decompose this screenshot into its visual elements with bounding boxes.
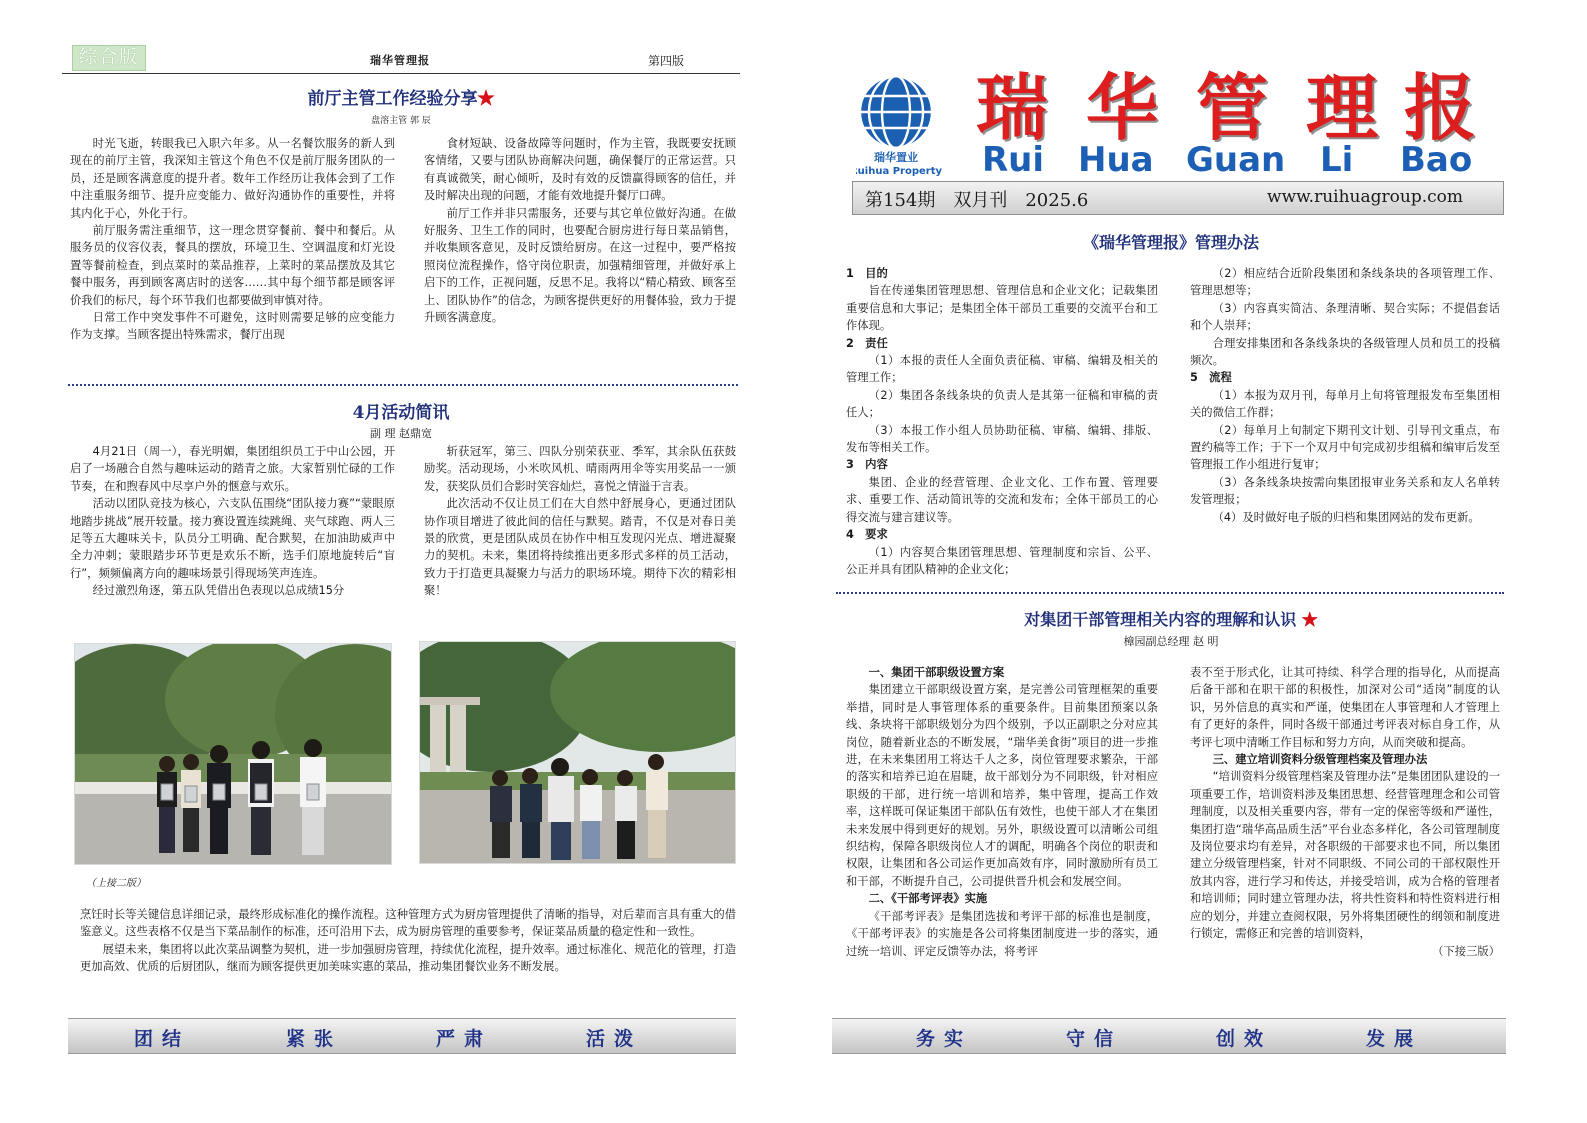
section-heading: 三、建立培训资料分级管理档案及管理办法 [1212, 753, 1428, 767]
masthead-pinyin: Bao [1400, 140, 1473, 180]
paragraph: 集团、企业的经营管理、企业文化、工作布置、管理要求、重要工作、活动简讯等的交流和发布；全体干部员工的心得交流与建言建议等。 [846, 475, 1158, 524]
article-byline: 盘溶主管 郭 辰 [371, 116, 431, 126]
paragraph: 前厅服务需注重细节，这一理念贯穿餐前、餐中和餐后。从服务员的仪容仪表，餐具的摆放，环境卫生、空调温度和灯光设置等餐前检查，到点菜时的菜品推荐，上菜时的菜品摆放及其它餐中服务，再到顾客离店时的送客……其中每个细节都是顾客评价我们的标尺，每个环节我们也都要做到审慎对待。 [70, 224, 395, 307]
masthead-char: 华 [1086, 65, 1159, 150]
globe-logo-icon [856, 72, 944, 178]
paragraph: “培训资料分级管理档案及管理办法”是集团团队建设的一项重要工作，培训资料涉及集团思想、经营管理理念和公司管理制度，以及相关重要内容，带有一定的保密等级和严谨性，集团打造“瑞华高品质生活”平台业态多样化，各公司管理制度及岗位要求均有差异，对各职级的干部要求也不同，所以集团建立分级管理档案，针对不同职级、不同公司的干部权限性开放其内容，进行学习和传达，并接受培训，成为合格的管理者和培训师；同时建立管理办法，将共性资料和特性资料进行相应的划分，并建立查阅权限，另外将集团硬性的纲领和制度进行锁定，需修正和完善的培训资料， [1190, 770, 1500, 941]
paragraph: 《干部考评表》是集团选拔和考评干部的标准也是制度，《干部考评表》的实施是各公司将集团制度进一步的落实，通过统一培训、评定反馈等办法，将考评 [846, 909, 1158, 958]
section-heading: 3 内容 [846, 458, 888, 472]
paragraph: （3）内容真实简洁、条理清晰、契合实际；不提倡套话和个人崇拜； [1190, 301, 1500, 333]
article-byline: 副 理 赵鼎宽 [370, 427, 432, 440]
section-heading: 一、集团干部职级设置方案 [868, 666, 1005, 679]
paragraph: （1）本报的责任人全面负责征稿、审稿、编辑及相关的管理工作； [846, 354, 1158, 385]
article-column-1 [70, 135, 395, 377]
paragraph: 此次活动不仅让员工们在大自然中舒展身心，更通过团队协作项目增进了彼此间的信任与默契。踏青，不仅是对春日美景的欣赏，更是团队成员在协作中相互发现闪光点、增进凝聚力的契机。未来，集团将持续推出更多形式多样的员工活动，致力于打造更具凝聚力与活力的职场环境。期待下次的精彩相聚！ [424, 497, 736, 598]
section-divider [836, 592, 1504, 594]
paragraph: 前厅工作并非只需服务，还要与其它单位做好沟通。在做好服务、卫生工作的同时，也要配合厨房进行每日菜品销售，并收集顾客意见，及时反馈给厨房。在这一过程中，要严格按照岗位流程操作，恪守岗位职责，加强精细管理，并做好承上启下的工作，正视问题，反思不足。我将以“精心精致、顾客至上、团队协作”的信念，为顾客提供更好的用餐体验，致力于提升顾客满意度。 [424, 206, 736, 325]
article-column-2 [1190, 265, 1500, 585]
masthead-pinyin: Guan [1186, 140, 1286, 180]
page-footer-slogan [68, 1018, 736, 1054]
website-link[interactable]: www.ruihuagroup.com [1267, 187, 1463, 207]
continued-label: （上接二版） [86, 878, 146, 889]
article-column-1 [846, 664, 1158, 998]
paragraph: （2）集团各条线条块的负责人是其第一征稿和审稿的责任人； [846, 388, 1158, 420]
paragraph: 旨在传递集团管理思想、管理信息和企业文化；记载集团重要信息和大事记；是集团全体干部员工重要的交流平台和工作体现。 [846, 284, 1158, 333]
footer-slogan-word: 严肃 [436, 1028, 493, 1050]
paragraph: 活动以团队竞技为核心，六支队伍围绕“团队接力赛”“蒙眼原地踏步挑战”展开较量。接力赛设置连续跳绳、夹气球跑、两人三足等五大趣味关卡，队员分工明确、配合默契，在加油助威声中全力冲刺；蒙眼踏步环节更是欢乐不断，选手们原地旋转后“盲行”，频频偏离方向的趣味场景引得现场笑声连连。 [70, 497, 395, 580]
masthead-pinyin: Li [1320, 140, 1354, 180]
issue-number: 第154期 双月刊 2025.6 [865, 190, 1089, 211]
paragraph: 烹饪时长等关键信息详细记录，最终形成标准化的操作流程。这种管理方式为厨房管理提供了清晰的指导，对后辈而言具有重大的借鉴意义。这些表格不仅是当下菜品制作的标准，还可沿用下去，成为厨房管理的重要参考，保证菜品质量的稳定性和一致性。 [80, 908, 736, 939]
paragraph: （2）每单月上旬制定下期刊文计划、引导刊文重点，布置约稿等工作；于下一个双月中旬完成初步组稿和编审后发至管理报工作小组进行复审； [1190, 423, 1500, 472]
article-title-activity: 4月活动简讯 [352, 403, 450, 423]
company-logo [856, 72, 944, 178]
article-title-text: 前厅主管工作经验分享 [307, 89, 478, 109]
article-title-regulations: 《瑞华管理报》管理办法 [1082, 233, 1259, 252]
article-column-1 [70, 443, 395, 637]
section-heading: 二、《干部考评表》实施 [868, 892, 988, 906]
section-heading: 1 目的 [846, 267, 888, 280]
paragraph: （1）本报为双月刊，每单月上旬将管理报发布至集团相关的微信工作群； [1190, 388, 1500, 420]
paragraph: 日常工作中突发事件不可避免，这时则需要足够的应变能力作为支撑。当顾客提出特殊需求，餐厅出现 [70, 311, 395, 342]
article-title-text: 对集团干部管理相关内容的理解和认识 [1024, 610, 1297, 629]
paragraph: 集团建立干部职级设置方案，是完善公司管理框架的重要举措，同时是人事管理体系的重要条件。目前集团预案以条线、条块将干部职级划分为四个级别，予以正副职之分对应其岗位，随着新业态的不断发展，“瑞华美食街”项目的进一步推进，在未来集团用工将达千人之多，岗位管理要求繁杂，干部的落实和培养已迫在眉睫，故干部划分为不同职级，针对相应职级的干部，进行统一培训和培养，集中管理，提高工作效率，这样既可保证集团干部队伍有效性，也使干部人才在集团未来发展中得到更好的规划。另外，职级设置可以清晰公司组织结构，保障各职级岗位人才的调配，明确各个岗位的职责和权限，让集团和各公司运作更加高效有序，同时激励所有员工和干部，不断提升自己，公司提供晋升机会和发展空间。 [846, 683, 1158, 888]
section-heading: 2 责任 [846, 336, 888, 350]
paragraph: 食材短缺、设备故障等问题时，作为主管，我既要安抚顾客情绪，又要与团队协商解决问题，确保餐厅的正常运营。只有真诚微笑，耐心倾听，及时有效的反馈赢得顾客的信任，并及时解决出现的问题，才能有效地提升餐厅口碑。 [424, 137, 736, 203]
running-header: 瑞华管理报 [370, 54, 430, 67]
masthead-char: 管 [1196, 65, 1269, 150]
masthead-char: 报 [1404, 65, 1477, 150]
article-column-2 [1190, 664, 1500, 998]
continued-article-text [80, 906, 736, 1012]
section-divider [68, 384, 738, 386]
section-tag: 综合版 [72, 45, 146, 71]
footer-slogan-word: 守信 [1066, 1028, 1123, 1050]
paragraph: 时光飞逝，转眼我已入职六年多。从一名餐饮服务的新人到现在的前厅主管，我深知主管这个角色不仅是前厅服务团队的一员，还是顾客满意度的提升者。数年工作经历让我体会到了工作中注重服务细节、提升应变能力、做好沟通协作的重要性，并将其内化于心，外化于行。 [70, 137, 395, 220]
paragraph: （3）各条线条块按需向集团报审业务关系和友人名单转发管理报； [1190, 475, 1500, 507]
footer-slogan-word: 创效 [1216, 1028, 1273, 1050]
article-column-2 [424, 443, 736, 623]
paragraph: 斩获冠军，第三、四队分别荣获亚、季军，其余队伍获鼓励奖。活动现场，小米吹风机、晴雨两用伞等实用奖品一一颁发，获奖队员们合影时笑容灿烂，喜悦之情溢于言表。 [424, 445, 736, 493]
issue-info-bar [852, 181, 1504, 215]
paragraph: 表不至于形式化，让其可持续、科学合理的指导化，从而提高后备干部和在职干部的积极性，加深对公司“适岗”制度的认识，另外信息的真实和严谨，使集团在人事管理和人才管理上有了更好的条件，同时各级干部通过考评表对标自身工作，从考评七项中清晰工作目标和努力方向，从而突破和提高。 [1190, 666, 1500, 749]
masthead-char: 理 [1306, 65, 1379, 150]
header-rule [62, 73, 740, 74]
logo-cn-text: 瑞华置业 [874, 151, 918, 164]
article-column-2 [424, 135, 736, 365]
star-icon: ★ [477, 89, 495, 109]
paragraph: （3）本报工作小组人员协助征稿、审稿、编辑、排版、发布等相关工作。 [846, 423, 1158, 455]
footer-slogan-word: 务实 [916, 1028, 973, 1050]
article-byline: 樟园副总经理 赵 明 [1123, 635, 1219, 648]
paragraph: 合理安排集团和各条线条块的各级管理人员和员工的投稿频次。 [1190, 336, 1500, 368]
masthead-pinyin: Hua [1078, 140, 1154, 180]
star-icon: ★ [1301, 610, 1318, 629]
footer-slogan-word: 活泼 [586, 1028, 643, 1050]
team-photo-1 [74, 643, 392, 865]
masthead-pinyin: Rui [982, 140, 1045, 180]
article-column-1 [846, 265, 1158, 585]
paragraph: （1）内容契合集团管理思想、管理制度和宗旨、公平、公正并具有团队精神的企业文化； [846, 545, 1158, 576]
paragraph: 经过激烈角逐，第五队凭借出色表现以总成绩15分 [92, 584, 345, 598]
section-heading: 5 流程 [1190, 371, 1232, 385]
page-four [0, 0, 793, 1123]
footer-slogan-word: 发展 [1366, 1028, 1423, 1050]
article-title-front-desk [62, 84, 740, 109]
paragraph: （下接三版） [1432, 944, 1500, 958]
page-footer-slogan [832, 1018, 1506, 1054]
article-title-cadre-management [836, 607, 1506, 630]
section-heading: 4 要求 [846, 528, 888, 542]
masthead-char: 瑞 [976, 65, 1049, 150]
paragraph: 4月21日（周一），春光明媚，集团组织员工于中山公园，开启了一场融合自然与趣味运动的踏青之旅。大家暂别忙碌的工作节奏，在和煦春风中尽享户外的惬意与欢乐。 [70, 445, 395, 493]
paragraph: （4）及时做好电子版的归档和集团网站的发布更新。 [1212, 510, 1480, 524]
team-photo-2 [419, 641, 736, 864]
edition-label: 第四版 [648, 54, 685, 68]
paragraph: （2）相应结合近阶段集团和条线条块的各项管理工作、管理思想等； [1190, 267, 1500, 298]
footer-slogan-word: 紧张 [286, 1028, 343, 1050]
logo-en-text: Ruihua Property [856, 166, 943, 177]
footer-slogan-word: 团结 [134, 1028, 191, 1050]
paragraph: 展望未来，集团将以此次菜品调整为契机，进一步加强厨房管理，持续优化流程，提升效率。通过标准化、规范化的管理，打造更加高效、优质的后厨团队，继而为顾客提供更加美味实惠的菜品，推动集团餐饮业务不断发展。 [80, 942, 736, 974]
